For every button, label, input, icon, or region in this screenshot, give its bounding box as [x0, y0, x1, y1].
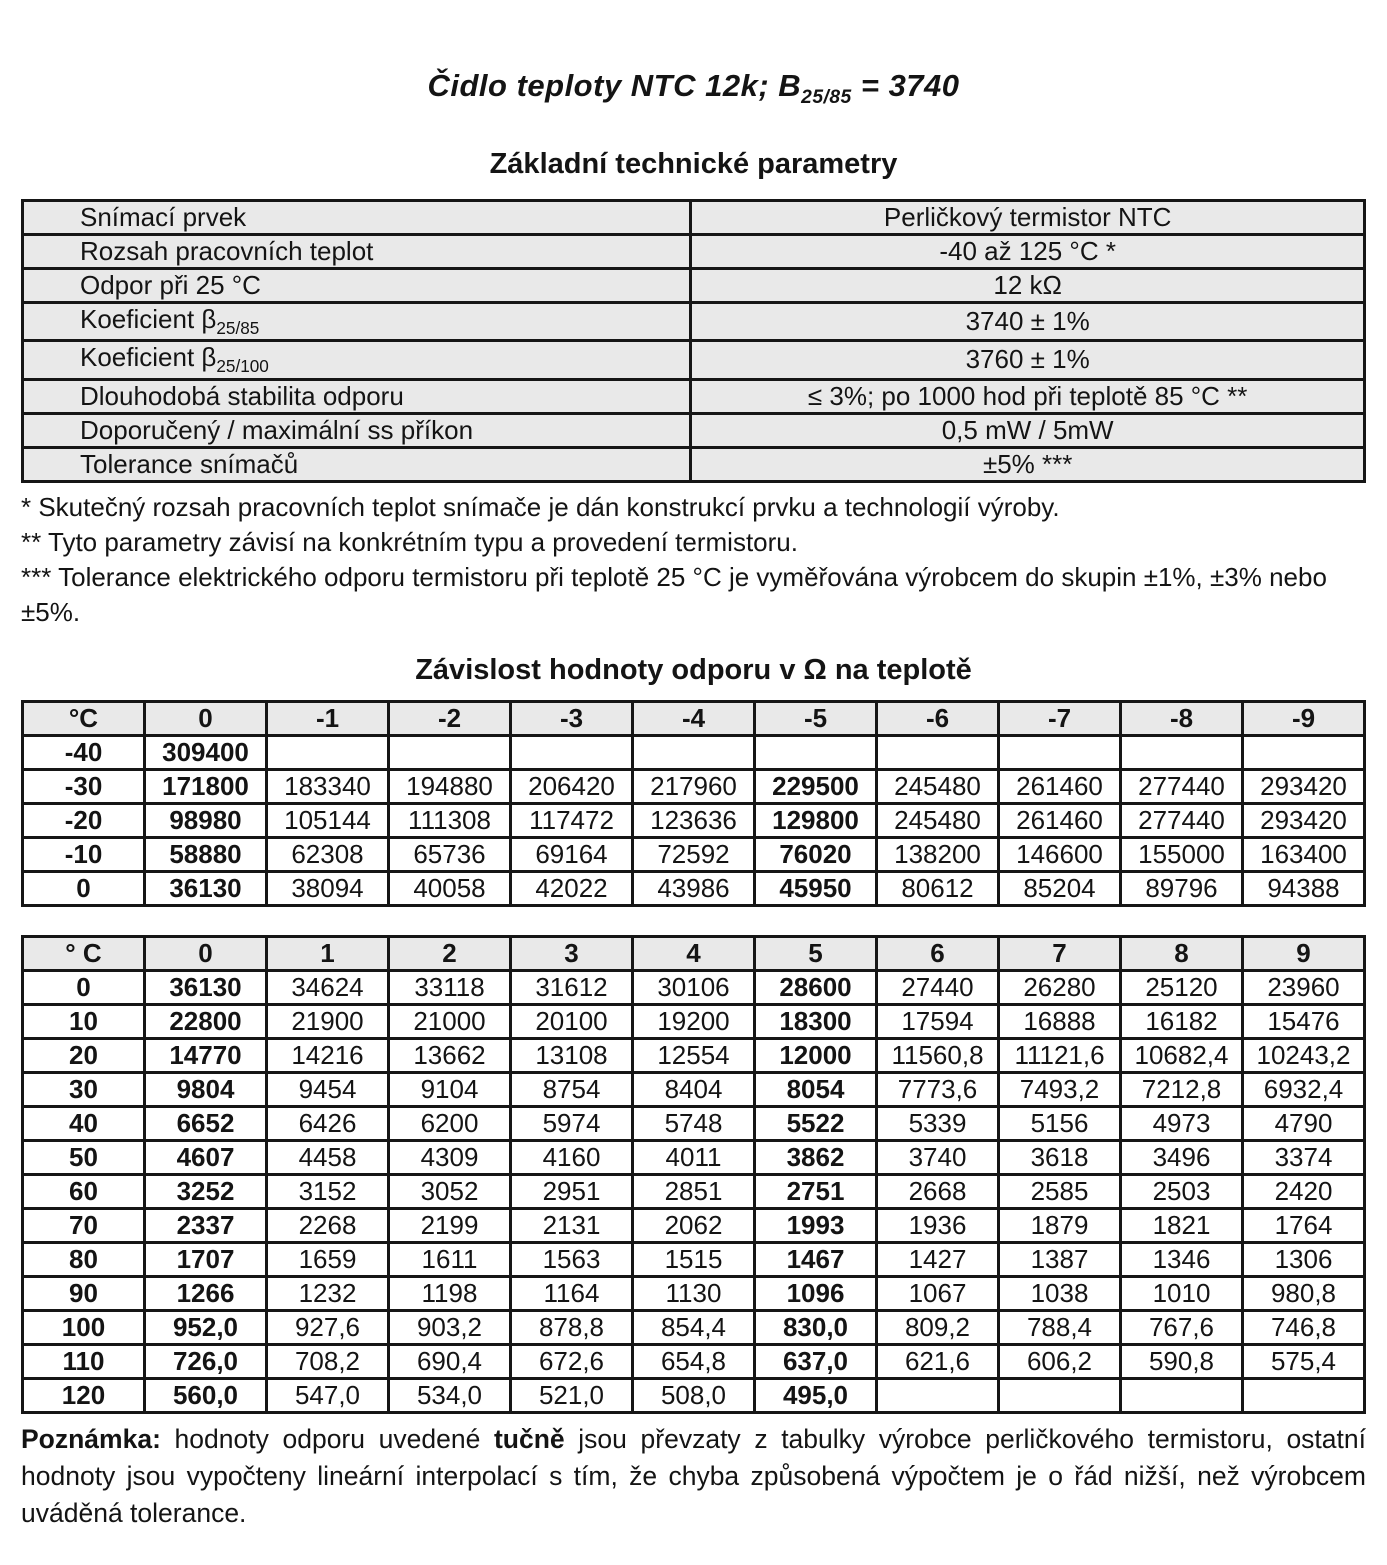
parameter-row — [23, 413, 1365, 447]
parameter-row — [23, 341, 1365, 379]
resistance-cell: 9804 — [145, 1072, 267, 1106]
resistance-cell: 560,0 — [145, 1378, 267, 1412]
resistance-cell: 7773,6 — [877, 1072, 999, 1106]
resistance-row — [23, 1276, 1365, 1310]
parameter-value: 3760 ± 1% — [691, 341, 1365, 379]
temperature-cell: 40 — [23, 1106, 145, 1140]
resistance-cell: 2751 — [755, 1174, 877, 1208]
resistance-cell — [755, 735, 877, 769]
parameter-value: Perličkový termistor NTC — [691, 201, 1365, 235]
resistance-cell: 36130 — [145, 970, 267, 1004]
resistance-cell — [999, 1378, 1121, 1412]
column-header: 6 — [877, 936, 999, 970]
resistance-cell: 3374 — [1243, 1140, 1365, 1174]
resistance-cell: 8054 — [755, 1072, 877, 1106]
resistance-cell: 637,0 — [755, 1344, 877, 1378]
resistance-cell: 4973 — [1121, 1106, 1243, 1140]
resistance-cell: 6932,4 — [1243, 1072, 1365, 1106]
resistance-cell: 15476 — [1243, 1004, 1365, 1038]
resistance-cell: 123636 — [633, 803, 755, 837]
temperature-cell: 50 — [23, 1140, 145, 1174]
resistance-cell: 28600 — [755, 970, 877, 1004]
resistance-cell: 62308 — [267, 837, 389, 871]
resistance-cell: 206420 — [511, 769, 633, 803]
column-header: 2 — [389, 936, 511, 970]
temperature-cell: -30 — [23, 769, 145, 803]
resistance-row — [23, 1072, 1365, 1106]
temperature-cell: 0 — [23, 970, 145, 1004]
resistance-cell: 1427 — [877, 1242, 999, 1276]
resistance-cell — [1121, 1378, 1243, 1412]
resistance-row — [23, 1038, 1365, 1072]
resistance-cell: 1306 — [1243, 1242, 1365, 1276]
resistance-row — [23, 837, 1365, 871]
resistance-cell: 31612 — [511, 970, 633, 1004]
resistance-cell: 17594 — [877, 1004, 999, 1038]
resistance-cell: 5974 — [511, 1106, 633, 1140]
resistance-cell — [267, 735, 389, 769]
resistance-cell: 10243,2 — [1243, 1038, 1365, 1072]
resistance-cell: 708,2 — [267, 1344, 389, 1378]
resistance-cell: 21900 — [267, 1004, 389, 1038]
temperature-cell: 0 — [23, 871, 145, 905]
resistance-cell: 1821 — [1121, 1208, 1243, 1242]
parameter-label-subscript: 25/85 — [216, 318, 260, 339]
document-title-subscript: 25/85 — [801, 87, 852, 109]
parameter-label-subscript: 25/100 — [216, 356, 269, 377]
resistance-cell: 42022 — [511, 871, 633, 905]
resistance-cell: 5522 — [755, 1106, 877, 1140]
resistance-cell: 3862 — [755, 1140, 877, 1174]
resistance-cell: 903,2 — [389, 1310, 511, 1344]
resistance-cell: 11121,6 — [999, 1038, 1121, 1072]
resistance-table-negative-body — [23, 735, 1365, 905]
note-text-after: jsou převzaty z tabulky výrobce perličkového termistoru, ostatní hodnoty jsou vypočteny lineární interpolací s tím, že chyba způsobená výpočtem je o řád nižší, než výrobcem uváděná tolerance. — [21, 1423, 1366, 1528]
resistance-cell: 8754 — [511, 1072, 633, 1106]
resistance-cell: 3496 — [1121, 1140, 1243, 1174]
resistance-cell — [1243, 735, 1365, 769]
resistance-cell: 606,2 — [999, 1344, 1121, 1378]
resistance-cell: 21000 — [389, 1004, 511, 1038]
resistance-cell: 7493,2 — [999, 1072, 1121, 1106]
resistance-cell: 1038 — [999, 1276, 1121, 1310]
column-header: 9 — [1243, 936, 1365, 970]
parameter-row — [23, 379, 1365, 413]
resistance-cell: 4011 — [633, 1140, 755, 1174]
resistance-cell: 85204 — [999, 871, 1121, 905]
resistance-cell: 293420 — [1243, 803, 1365, 837]
resistance-cell: 6200 — [389, 1106, 511, 1140]
note-bold-word: tučně — [493, 1423, 565, 1454]
resistance-cell: 261460 — [999, 803, 1121, 837]
parameter-value: ±5% *** — [691, 447, 1365, 481]
temperature-cell: 20 — [23, 1038, 145, 1072]
parameter-value: 12 kΩ — [691, 269, 1365, 303]
resistance-cell: 1067 — [877, 1276, 999, 1310]
resistance-row — [23, 803, 1365, 837]
resistance-cell: 34624 — [267, 970, 389, 1004]
resistance-cell — [1243, 1378, 1365, 1412]
resistance-cell: 1164 — [511, 1276, 633, 1310]
parameter-row — [23, 201, 1365, 235]
resistance-cell: 4790 — [1243, 1106, 1365, 1140]
parameter-label: Doporučený / maximální ss příkon — [23, 413, 691, 447]
resistance-cell: 590,8 — [1121, 1344, 1243, 1378]
resistance-cell: 146600 — [999, 837, 1121, 871]
document-title-text: Čidlo teploty NTC 12k; B — [427, 68, 802, 103]
resistance-cell — [633, 735, 755, 769]
temperature-cell: 70 — [23, 1208, 145, 1242]
resistance-cell: 22800 — [145, 1004, 267, 1038]
resistance-cell: 5748 — [633, 1106, 755, 1140]
resistance-cell: 521,0 — [511, 1378, 633, 1412]
resistance-heading: Závislost hodnoty odporu v Ω na teplotě — [415, 653, 972, 686]
resistance-cell: 980,8 — [1243, 1276, 1365, 1310]
resistance-cell: 261460 — [999, 769, 1121, 803]
resistance-cell: 690,4 — [389, 1344, 511, 1378]
resistance-row — [23, 1174, 1365, 1208]
resistance-cell: 36130 — [145, 871, 267, 905]
column-header: 1 — [267, 936, 389, 970]
resistance-cell: 72592 — [633, 837, 755, 871]
parameter-row — [23, 235, 1365, 269]
resistance-cell — [511, 735, 633, 769]
column-header: ° C — [23, 936, 145, 970]
parameter-row — [23, 269, 1365, 303]
column-header: 8 — [1121, 936, 1243, 970]
resistance-row — [23, 1344, 1365, 1378]
temperature-cell: -40 — [23, 735, 145, 769]
column-header: -8 — [1121, 701, 1243, 735]
footnote-1: * Skutečný rozsah pracovních teplot snímače je dán konstrukcí prvku a technologií výroby. — [21, 491, 1060, 522]
parameter-row — [23, 447, 1365, 481]
resistance-cell: 98980 — [145, 803, 267, 837]
resistance-cell: 80612 — [877, 871, 999, 905]
resistance-cell: 89796 — [1121, 871, 1243, 905]
resistance-cell: 13108 — [511, 1038, 633, 1072]
resistance-cell: 508,0 — [633, 1378, 755, 1412]
document-title-value: = 3740 — [851, 68, 960, 103]
resistance-row — [23, 1140, 1365, 1174]
resistance-cell: 1879 — [999, 1208, 1121, 1242]
resistance-table-positive-body — [23, 970, 1365, 1412]
column-header: 3 — [511, 936, 633, 970]
resistance-cell: 2951 — [511, 1174, 633, 1208]
resistance-cell: 4458 — [267, 1140, 389, 1174]
resistance-cell: 18300 — [755, 1004, 877, 1038]
resistance-row — [23, 1310, 1365, 1344]
resistance-cell: 138200 — [877, 837, 999, 871]
resistance-cell: 1346 — [1121, 1242, 1243, 1276]
resistance-cell: 1764 — [1243, 1208, 1365, 1242]
resistance-cell: 878,8 — [511, 1310, 633, 1344]
resistance-cell: 20100 — [511, 1004, 633, 1038]
resistance-cell: 183340 — [267, 769, 389, 803]
resistance-row — [23, 871, 1365, 905]
resistance-cell: 5339 — [877, 1106, 999, 1140]
resistance-row — [23, 1004, 1365, 1038]
temperature-cell: 110 — [23, 1344, 145, 1378]
resistance-cell: 43986 — [633, 871, 755, 905]
resistance-cell: 788,4 — [999, 1310, 1121, 1344]
resistance-cell — [999, 735, 1121, 769]
column-header: 5 — [755, 936, 877, 970]
resistance-cell: 927,6 — [267, 1310, 389, 1344]
resistance-cell: 621,6 — [877, 1344, 999, 1378]
resistance-cell: 245480 — [877, 769, 999, 803]
resistance-cell: 309400 — [145, 735, 267, 769]
temperature-cell: 90 — [23, 1276, 145, 1310]
parameters-heading: Základní technické parametry — [489, 148, 898, 181]
column-header: -3 — [511, 701, 633, 735]
resistance-cell: 293420 — [1243, 769, 1365, 803]
resistance-cell: 2268 — [267, 1208, 389, 1242]
resistance-cell: 229500 — [755, 769, 877, 803]
resistance-cell: 575,4 — [1243, 1344, 1365, 1378]
resistance-cell: 277440 — [1121, 769, 1243, 803]
resistance-cell: 2420 — [1243, 1174, 1365, 1208]
resistance-cell: 4309 — [389, 1140, 511, 1174]
parameters-table — [21, 199, 1366, 482]
resistance-cell: 14770 — [145, 1038, 267, 1072]
footnote-2: ** Tyto parametry závisí na konkrétním typu a provedení termistoru. — [21, 526, 798, 557]
resistance-cell: 4160 — [511, 1140, 633, 1174]
note-label: Poznámka: — [21, 1423, 161, 1454]
temperature-cell: 30 — [23, 1072, 145, 1106]
resistance-row — [23, 1378, 1365, 1412]
temperature-cell: 10 — [23, 1004, 145, 1038]
resistance-cell: 14216 — [267, 1038, 389, 1072]
column-header: 4 — [633, 936, 755, 970]
parameter-value: 3740 ± 1% — [691, 303, 1365, 341]
document-title — [21, 68, 1366, 109]
column-header: -6 — [877, 701, 999, 735]
resistance-cell: 245480 — [877, 803, 999, 837]
parameters-table-body — [23, 201, 1365, 481]
resistance-table-negative-header-row — [23, 701, 1365, 735]
resistance-cell: 1467 — [755, 1242, 877, 1276]
footnote-3: *** Tolerance elektrického odporu termistoru při teplotě 25 °C je vyměřována výrobcem do skupin ±1%, ±3% nebo ±5%. — [21, 561, 1327, 627]
resistance-cell: 12554 — [633, 1038, 755, 1072]
resistance-cell: 30106 — [633, 970, 755, 1004]
resistance-cell: 76020 — [755, 837, 877, 871]
resistance-cell — [877, 735, 999, 769]
column-header: 0 — [145, 936, 267, 970]
column-header: -1 — [267, 701, 389, 735]
resistance-cell: 3052 — [389, 1174, 511, 1208]
resistance-cell: 171800 — [145, 769, 267, 803]
resistance-cell: 69164 — [511, 837, 633, 871]
note — [21, 1421, 1366, 1532]
resistance-cell: 16182 — [1121, 1004, 1243, 1038]
temperature-cell: 100 — [23, 1310, 145, 1344]
resistance-cell: 3152 — [267, 1174, 389, 1208]
resistance-cell: 495,0 — [755, 1378, 877, 1412]
resistance-cell: 1659 — [267, 1242, 389, 1276]
temperature-cell: 120 — [23, 1378, 145, 1412]
resistance-cell — [1121, 735, 1243, 769]
column-header: -2 — [389, 701, 511, 735]
resistance-cell: 809,2 — [877, 1310, 999, 1344]
resistance-cell: 27440 — [877, 970, 999, 1004]
parameter-label: Rozsah pracovních teplot — [23, 235, 691, 269]
resistance-cell: 854,4 — [633, 1310, 755, 1344]
resistance-cell — [877, 1378, 999, 1412]
resistance-cell: 111308 — [389, 803, 511, 837]
resistance-row — [23, 1242, 1365, 1276]
resistance-cell: 1563 — [511, 1242, 633, 1276]
column-header: 7 — [999, 936, 1121, 970]
resistance-cell: 94388 — [1243, 871, 1365, 905]
resistance-cell: 7212,8 — [1121, 1072, 1243, 1106]
resistance-cell: 1993 — [755, 1208, 877, 1242]
resistance-cell: 1515 — [633, 1242, 755, 1276]
column-header: 0 — [145, 701, 267, 735]
resistance-cell: 1387 — [999, 1242, 1121, 1276]
resistance-cell: 3618 — [999, 1140, 1121, 1174]
resistance-cell: 155000 — [1121, 837, 1243, 871]
resistance-row — [23, 1208, 1365, 1242]
column-header: -4 — [633, 701, 755, 735]
resistance-cell: 33118 — [389, 970, 511, 1004]
column-header: °C — [23, 701, 145, 735]
resistance-cell: 830,0 — [755, 1310, 877, 1344]
temperature-cell: -10 — [23, 837, 145, 871]
parameter-label: Koeficient $\beta_{25/85}$ — [23, 303, 691, 341]
resistance-cell: 3740 — [877, 1140, 999, 1174]
resistance-cell: 13662 — [389, 1038, 511, 1072]
resistance-cell: 2199 — [389, 1208, 511, 1242]
resistance-cell: 12000 — [755, 1038, 877, 1072]
resistance-cell: 1232 — [267, 1276, 389, 1310]
temperature-cell: -20 — [23, 803, 145, 837]
resistance-table-negative — [21, 700, 1366, 907]
resistance-cell: 6652 — [145, 1106, 267, 1140]
resistance-cell: 2851 — [633, 1174, 755, 1208]
resistance-table-positive — [21, 935, 1366, 1414]
column-header: -5 — [755, 701, 877, 735]
temperature-cell: 80 — [23, 1242, 145, 1276]
resistance-cell: 654,8 — [633, 1344, 755, 1378]
resistance-cell: 1611 — [389, 1242, 511, 1276]
resistance-cell: 952,0 — [145, 1310, 267, 1344]
resistance-cell: 8404 — [633, 1072, 755, 1106]
resistance-cell: 1010 — [1121, 1276, 1243, 1310]
parameter-value: -40 až 125 °C * — [691, 235, 1365, 269]
resistance-cell: 534,0 — [389, 1378, 511, 1412]
column-header: -7 — [999, 701, 1121, 735]
resistance-cell: 217960 — [633, 769, 755, 803]
resistance-cell: 10682,4 — [1121, 1038, 1243, 1072]
resistance-cell: 277440 — [1121, 803, 1243, 837]
resistance-cell: 11560,8 — [877, 1038, 999, 1072]
resistance-cell: 2131 — [511, 1208, 633, 1242]
resistance-cell: 194880 — [389, 769, 511, 803]
resistance-cell: 726,0 — [145, 1344, 267, 1378]
parameter-label: Snímací prvek — [23, 201, 691, 235]
parameter-value: ≤ 3%; po 1000 hod při teplotě 85 °C ** — [691, 379, 1365, 413]
resistance-cell: 4607 — [145, 1140, 267, 1174]
resistance-cell: 16888 — [999, 1004, 1121, 1038]
resistance-cell: 767,6 — [1121, 1310, 1243, 1344]
resistance-cell: 2062 — [633, 1208, 755, 1242]
temperature-cell: 60 — [23, 1174, 145, 1208]
resistance-cell: 2668 — [877, 1174, 999, 1208]
parameter-label: Odpor při 25 °C — [23, 269, 691, 303]
resistance-cell: 746,8 — [1243, 1310, 1365, 1344]
resistance-cell: 9104 — [389, 1072, 511, 1106]
resistance-cell: 672,6 — [511, 1344, 633, 1378]
resistance-cell: 58880 — [145, 837, 267, 871]
resistance-cell: 6426 — [267, 1106, 389, 1140]
parameter-value: 0,5 mW / 5mW — [691, 413, 1365, 447]
parameter-label: Koeficient $\beta_{25/100}$ — [23, 341, 691, 379]
resistance-cell: 1130 — [633, 1276, 755, 1310]
resistance-cell: 25120 — [1121, 970, 1243, 1004]
resistance-table-positive-header-row — [23, 936, 1365, 970]
resistance-cell: 5156 — [999, 1106, 1121, 1140]
resistance-cell: 547,0 — [267, 1378, 389, 1412]
parameter-label: Dlouhodobá stabilita odporu — [23, 379, 691, 413]
resistance-row — [23, 769, 1365, 803]
resistance-cell: 2337 — [145, 1208, 267, 1242]
resistance-cell: 1707 — [145, 1242, 267, 1276]
parameter-label: Tolerance snímačů — [23, 447, 691, 481]
resistance-cell: 40058 — [389, 871, 511, 905]
resistance-cell: 105144 — [267, 803, 389, 837]
note-text-before: hodnoty odporu uvedené — [160, 1423, 494, 1454]
resistance-cell: 3252 — [145, 1174, 267, 1208]
resistance-cell: 1198 — [389, 1276, 511, 1310]
resistance-cell: 23960 — [1243, 970, 1365, 1004]
resistance-cell: 2503 — [1121, 1174, 1243, 1208]
resistance-cell: 9454 — [267, 1072, 389, 1106]
parameter-row — [23, 303, 1365, 341]
resistance-row — [23, 735, 1365, 769]
resistance-cell: 45950 — [755, 871, 877, 905]
resistance-cell: 117472 — [511, 803, 633, 837]
resistance-cell: 129800 — [755, 803, 877, 837]
resistance-cell: 26280 — [999, 970, 1121, 1004]
resistance-cell — [389, 735, 511, 769]
resistance-cell: 65736 — [389, 837, 511, 871]
resistance-cell: 19200 — [633, 1004, 755, 1038]
footnotes — [21, 490, 1366, 630]
column-header: -9 — [1243, 701, 1365, 735]
resistance-cell: 1266 — [145, 1276, 267, 1310]
resistance-cell: 163400 — [1243, 837, 1365, 871]
resistance-cell: 1936 — [877, 1208, 999, 1242]
resistance-cell: 2585 — [999, 1174, 1121, 1208]
resistance-cell: 38094 — [267, 871, 389, 905]
resistance-row — [23, 970, 1365, 1004]
resistance-row — [23, 1106, 1365, 1140]
resistance-cell: 1096 — [755, 1276, 877, 1310]
